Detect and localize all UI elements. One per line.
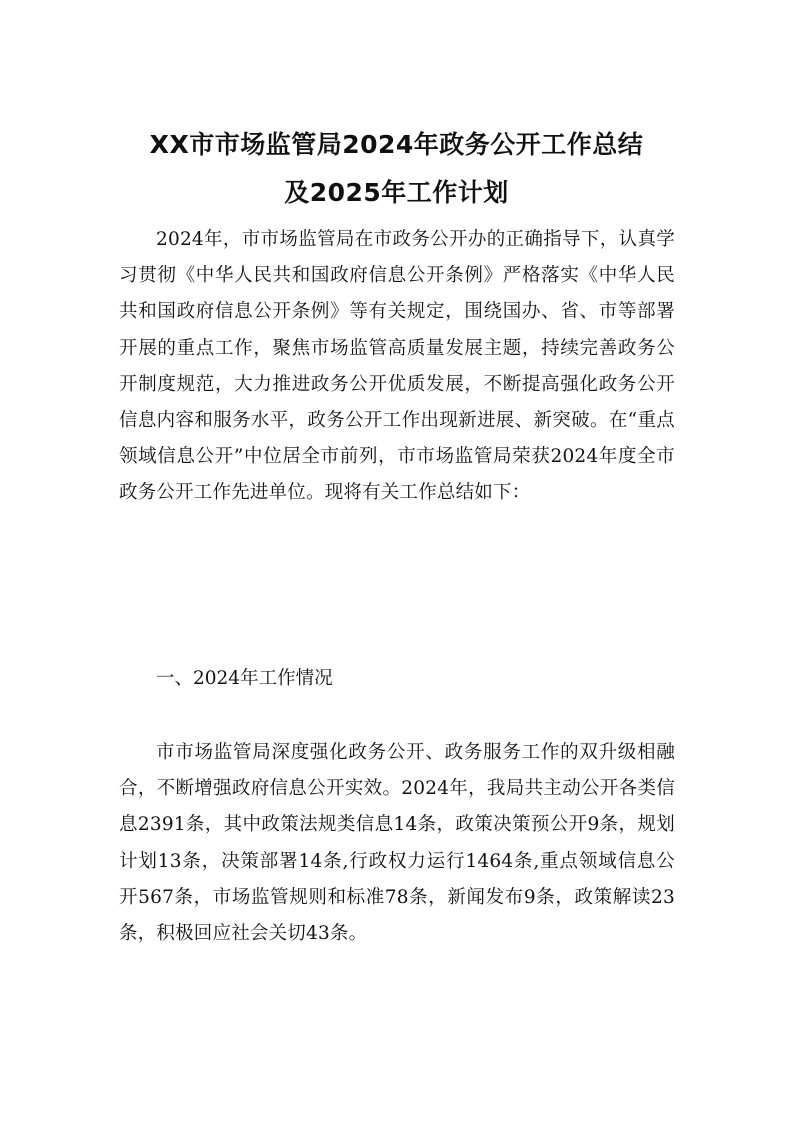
section-1-paragraph: 市市场监管局深度强化政务公开、政务服务工作的双升级相融合，不断增强政府信息公开实效。2024年，我局共主动公开各类信息2391条，其中政策法规类信息14条，政策决策预公开9条，规划计划13条，决策部署14条,行政权力运行1464条,重点领域信息公开567条，市场监管规则和标准78条，新闻发布9条，政策解读23条，积极回应社会关切43条。 [119,742,675,945]
document-title-line-1: XX市市场监管局2024年政务公开工作总结 [149,130,644,159]
intro-paragraph: 2024年，市市场监管局在市政务公开办的正确指导下，认真学习贯彻《中华人民共和国政府信息公开条例》严格落实《中华人民共和国政府信息公开条例》等有关规定，围绕国办、省、市等部署开展的重点工作，聚焦市场监管高质量发展主题，持续完善政务公开制度规范，大力推进政务公开优质发展，不断提高强化政务公开信息内容和服务水平，政务公开工作出现新进展、新突破。在“重点领域信息公开”中位居全市前列，市市场监管局荣获2024年度全市政务公开工作先进单位。现将有关工作总结如下： [119,229,675,504]
section-1-heading: 一、2024年工作情况 [156,668,333,689]
document-title-line-2: 及2025年工作计划 [284,178,509,207]
